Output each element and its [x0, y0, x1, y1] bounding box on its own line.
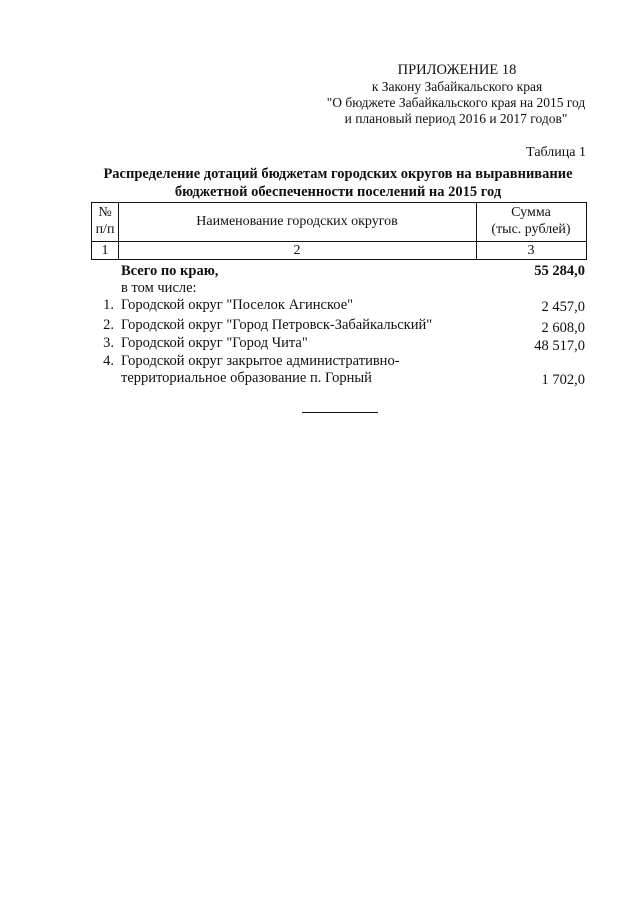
number-row-bottom-border [91, 259, 587, 260]
row-name-line-2: территориальное образование п. Горный [121, 370, 372, 386]
total-label: Всего по краю, [121, 263, 219, 279]
appendix-heading: ПРИЛОЖЕНИЕ 18 [397, 62, 517, 78]
row-name: Городской округ "Поселок Агинское" [121, 297, 354, 313]
column-header-number-symbol: № [98, 205, 112, 220]
table-label: Таблица 1 [526, 145, 586, 160]
row-number: 2. [103, 317, 114, 333]
row-number: 3. [103, 335, 114, 351]
table-right-border [586, 202, 587, 260]
row-name-line-1: Городской округ закрытое административно- [121, 353, 400, 369]
column-header-sum: Сумма [511, 205, 551, 220]
table-top-border [91, 202, 587, 203]
column-number-2: 2 [293, 243, 301, 258]
row-number: 4. [103, 353, 114, 369]
row-number: 1. [103, 297, 114, 313]
row-value: 2 457,0 [541, 299, 585, 315]
column-header-sum-units: (тыс. рублей) [491, 222, 571, 237]
row-value: 1 702,0 [541, 372, 585, 388]
column-number-1: 1 [101, 243, 109, 258]
closing-rule [302, 412, 378, 413]
column-header-name: Наименование городских округов [196, 214, 398, 229]
document-title-line-2: бюджетной обеспеченности поселений на 2015 год [174, 184, 502, 200]
row-name: Городской округ "Город Петровск-Забайкальский" [121, 317, 433, 333]
row-name: Городской округ "Город Чита" [121, 335, 308, 351]
column-header-number-abbrev: п/п [95, 222, 115, 237]
law-reference-line-2: "О бюджете Забайкальского края на 2015 год [326, 95, 586, 110]
row-value: 48 517,0 [534, 338, 585, 354]
header-bottom-border [91, 241, 587, 242]
row-value: 2 608,0 [541, 320, 585, 336]
document-title-line-1: Распределение дотаций бюджетам городских округов на выравнивание [103, 166, 573, 182]
law-reference-line-1: к Закону Забайкальского края [371, 79, 543, 94]
column-number-3: 3 [527, 243, 535, 258]
law-reference-line-3: и плановый период 2016 и 2017 годов" [344, 111, 568, 126]
including-label: в том числе: [121, 280, 197, 296]
total-value: 55 284,0 [534, 263, 585, 279]
